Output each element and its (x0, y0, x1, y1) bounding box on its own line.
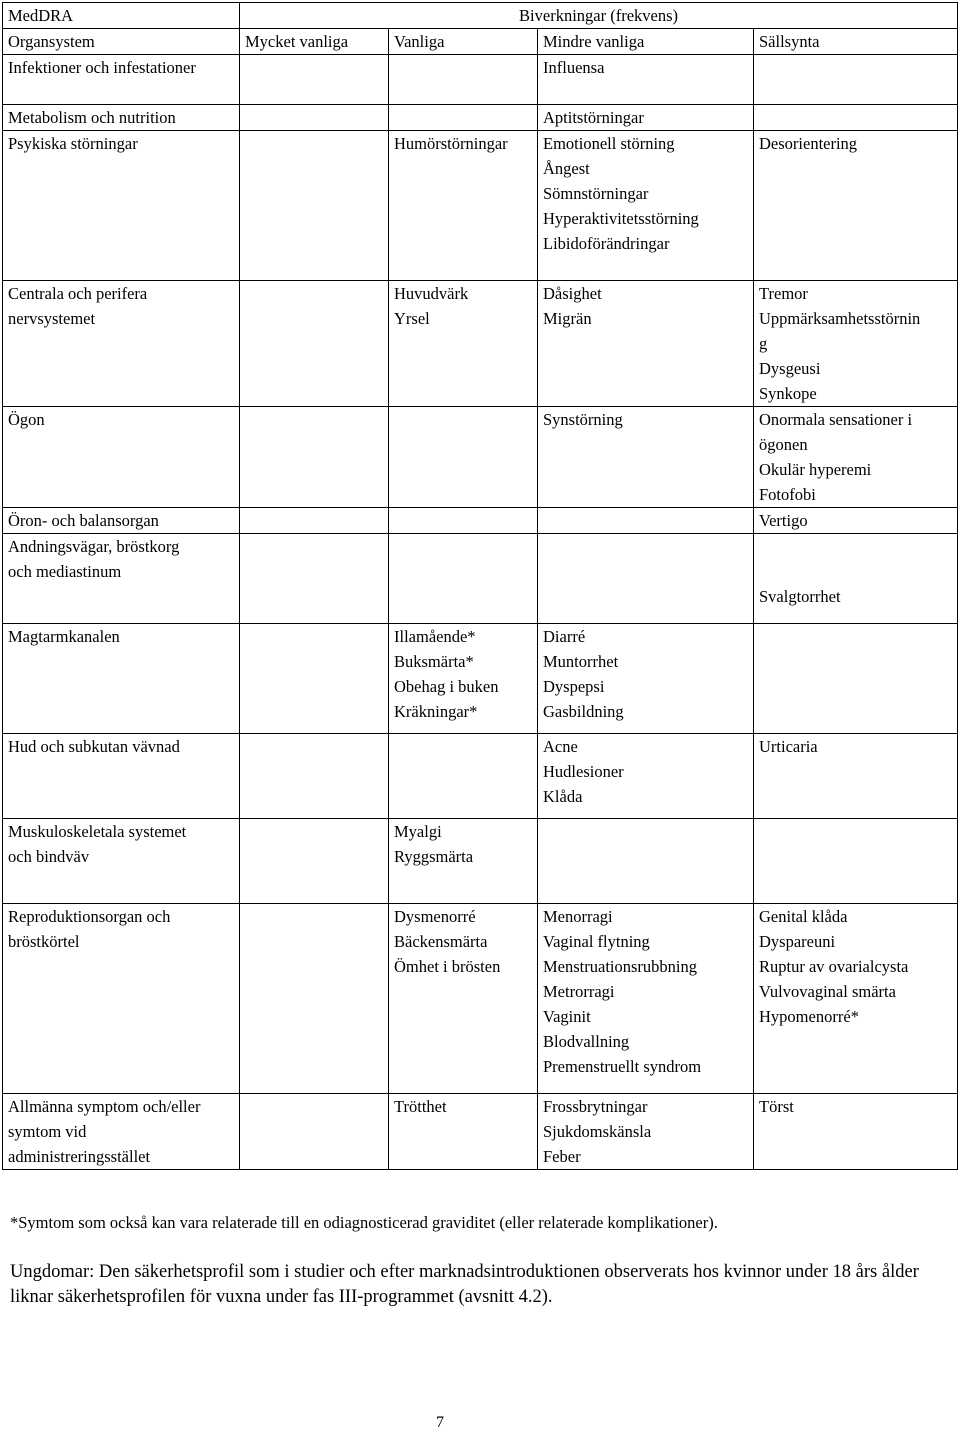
cell-text: Infektioner och infestationer (8, 58, 196, 77)
table-row (3, 407, 958, 508)
table-cell (240, 105, 389, 131)
table-cell (538, 105, 754, 131)
cell-text: Dysmenorré Bäckensmärta Ömhet i brösten (394, 907, 501, 976)
medra-header-row (3, 3, 958, 29)
table-cell (538, 734, 754, 819)
cell-text: Humörstörningar (394, 134, 508, 153)
table-cell (754, 281, 958, 407)
table-row (3, 734, 958, 819)
column-header: Mindre vanliga (538, 29, 754, 55)
page-number: 7 (436, 1414, 444, 1431)
cell-text: Reproduktionsorgan och bröstkörtel (8, 907, 171, 951)
cell-text: Magtarmkanalen (8, 627, 120, 646)
table-cell (538, 407, 754, 508)
table-row (3, 904, 958, 1094)
table-cell (538, 534, 754, 624)
adolescents-paragraph: Ungdomar: Den säkerhetsprofil som i studier och efter marknadsintroduktionen observerats hos kvinnor under 18 års ålder liknar säkerhetsprofilen för vuxna under fas III-programmet (avsnitt 4.2). (10, 1262, 919, 1307)
table-cell (389, 131, 538, 281)
cell-text: Synstörning (543, 410, 623, 429)
table-cell (389, 734, 538, 819)
organ-system-cell (3, 508, 240, 534)
table-cell (538, 55, 754, 105)
table-cell (240, 904, 389, 1094)
organ-system-cell (3, 131, 240, 281)
table-row (3, 55, 958, 105)
table-row (3, 131, 958, 281)
cell-text: Vertigo (759, 511, 808, 530)
table-cell (389, 281, 538, 407)
organ-system-cell (3, 105, 240, 131)
cell-text: Diarré Muntorrhet Dyspepsi Gasbildning (543, 627, 624, 721)
table-cell (754, 508, 958, 534)
cell-text: Hud och subkutan vävnad (8, 737, 180, 756)
adverse-reactions-table (2, 2, 958, 1170)
cell-text: Allmänna symptom och/eller symtom vid administreringsstället (8, 1097, 201, 1166)
table-row (3, 534, 958, 624)
organ-system-cell (3, 734, 240, 819)
table-cell (754, 819, 958, 904)
table-row (3, 1094, 958, 1170)
table-cell (389, 407, 538, 508)
table-cell (389, 624, 538, 734)
table-row (3, 105, 958, 131)
table-cell (240, 1094, 389, 1170)
table-cell (754, 407, 958, 508)
cell-text: Tremor Uppmärksamhetsstörnin g Dysgeusi Synkope (759, 284, 921, 403)
table-cell (754, 624, 958, 734)
table-row (3, 819, 958, 904)
table-cell (389, 904, 538, 1094)
table-cell (754, 1094, 958, 1170)
cell-text: Centrala och perifera nervsystemet (8, 284, 148, 328)
table-cell (389, 55, 538, 105)
table-cell (240, 624, 389, 734)
column-header: Vanliga (389, 29, 538, 55)
cell-text: Muskuloskeletala systemet och bindväv (8, 822, 187, 866)
cell-text: Menorragi Vaginal flytning Menstruationsrubbning Metrorragi Vaginit Blodvallning Premenstruellt syndrom (543, 907, 702, 1076)
table-cell (538, 819, 754, 904)
medra-label: MedDRA (3, 3, 240, 29)
cell-text: Influensa (543, 58, 605, 77)
footnote: *Symtom som också kan vara relaterade till en odiagnosticerad graviditet (eller relaterade komplikationer). (10, 1213, 718, 1232)
table-cell (240, 407, 389, 508)
table-cell (538, 508, 754, 534)
table-cell (240, 508, 389, 534)
table-cell (389, 105, 538, 131)
table-cell (538, 1094, 754, 1170)
column-header: Organsystem (3, 29, 240, 55)
table-cell (538, 131, 754, 281)
organ-system-cell (3, 55, 240, 105)
cell-text: Myalgi Ryggsmärta (394, 822, 474, 866)
cell-text: Metabolism och nutrition (8, 108, 176, 127)
cell-text: Svalgtorrhet (759, 587, 841, 606)
table-cell (754, 105, 958, 131)
column-header: Mycket vanliga (240, 29, 389, 55)
table-cell (754, 904, 958, 1094)
table-row (3, 281, 958, 407)
frequency-title: Biverkningar (frekvens) (240, 3, 958, 29)
organ-system-cell (3, 819, 240, 904)
cell-text: Onormala sensationer i ögonen Okulär hyperemi Fotofobi (759, 410, 913, 504)
table-cell (538, 281, 754, 407)
table-cell (240, 55, 389, 105)
table-cell (389, 819, 538, 904)
cell-text: Emotionell störning Ångest Sömnstörningar Hyperaktivitetsstörning Libidoförändringar (543, 134, 699, 253)
table-cell (240, 734, 389, 819)
cell-text: Urticaria (759, 737, 818, 756)
cell-text: Dåsighet Migrän (543, 284, 602, 328)
table-row (3, 508, 958, 534)
table-cell (754, 131, 958, 281)
table-cell (538, 624, 754, 734)
organ-system-cell (3, 281, 240, 407)
table-cell (754, 534, 958, 624)
organ-system-cell (3, 904, 240, 1094)
table-cell (240, 819, 389, 904)
cell-text: Genital klåda Dyspareuni Ruptur av ovarialcysta Vulvovaginal smärta Hypomenorré* (759, 907, 909, 1026)
cell-text: Acne Hudlesioner Klåda (543, 737, 624, 806)
organ-system-cell (3, 1094, 240, 1170)
cell-text: Andningsvägar, bröstkorg och mediastinum (8, 537, 180, 581)
cell-text: Frossbrytningar Sjukdomskänsla Feber (543, 1097, 652, 1166)
table-cell (240, 281, 389, 407)
column-header-row (3, 29, 958, 55)
cell-text: Trötthet (394, 1097, 447, 1116)
table-cell (389, 1094, 538, 1170)
table-cell (389, 534, 538, 624)
cell-text: Illamående* Buksmärta* Obehag i buken Kräkningar* (394, 627, 499, 721)
adverse-reactions-body (3, 3, 958, 1170)
cell-text: Ögon (8, 410, 45, 429)
table-cell (538, 904, 754, 1094)
cell-text: Huvudvärk Yrsel (394, 284, 469, 328)
table-row (3, 624, 958, 734)
organ-system-cell (3, 534, 240, 624)
table-cell (754, 734, 958, 819)
table-cell (240, 534, 389, 624)
table-cell (754, 55, 958, 105)
cell-text: Öron- och balansorgan (8, 511, 159, 530)
column-header: Sällsynta (754, 29, 958, 55)
organ-system-cell (3, 407, 240, 508)
cell-text: Törst (759, 1097, 794, 1116)
cell-text: Aptitstörningar (543, 108, 644, 127)
cell-text: Psykiska störningar (8, 134, 138, 153)
cell-text: Desorientering (759, 134, 858, 153)
organ-system-cell (3, 624, 240, 734)
table-cell (389, 508, 538, 534)
table-cell (240, 131, 389, 281)
